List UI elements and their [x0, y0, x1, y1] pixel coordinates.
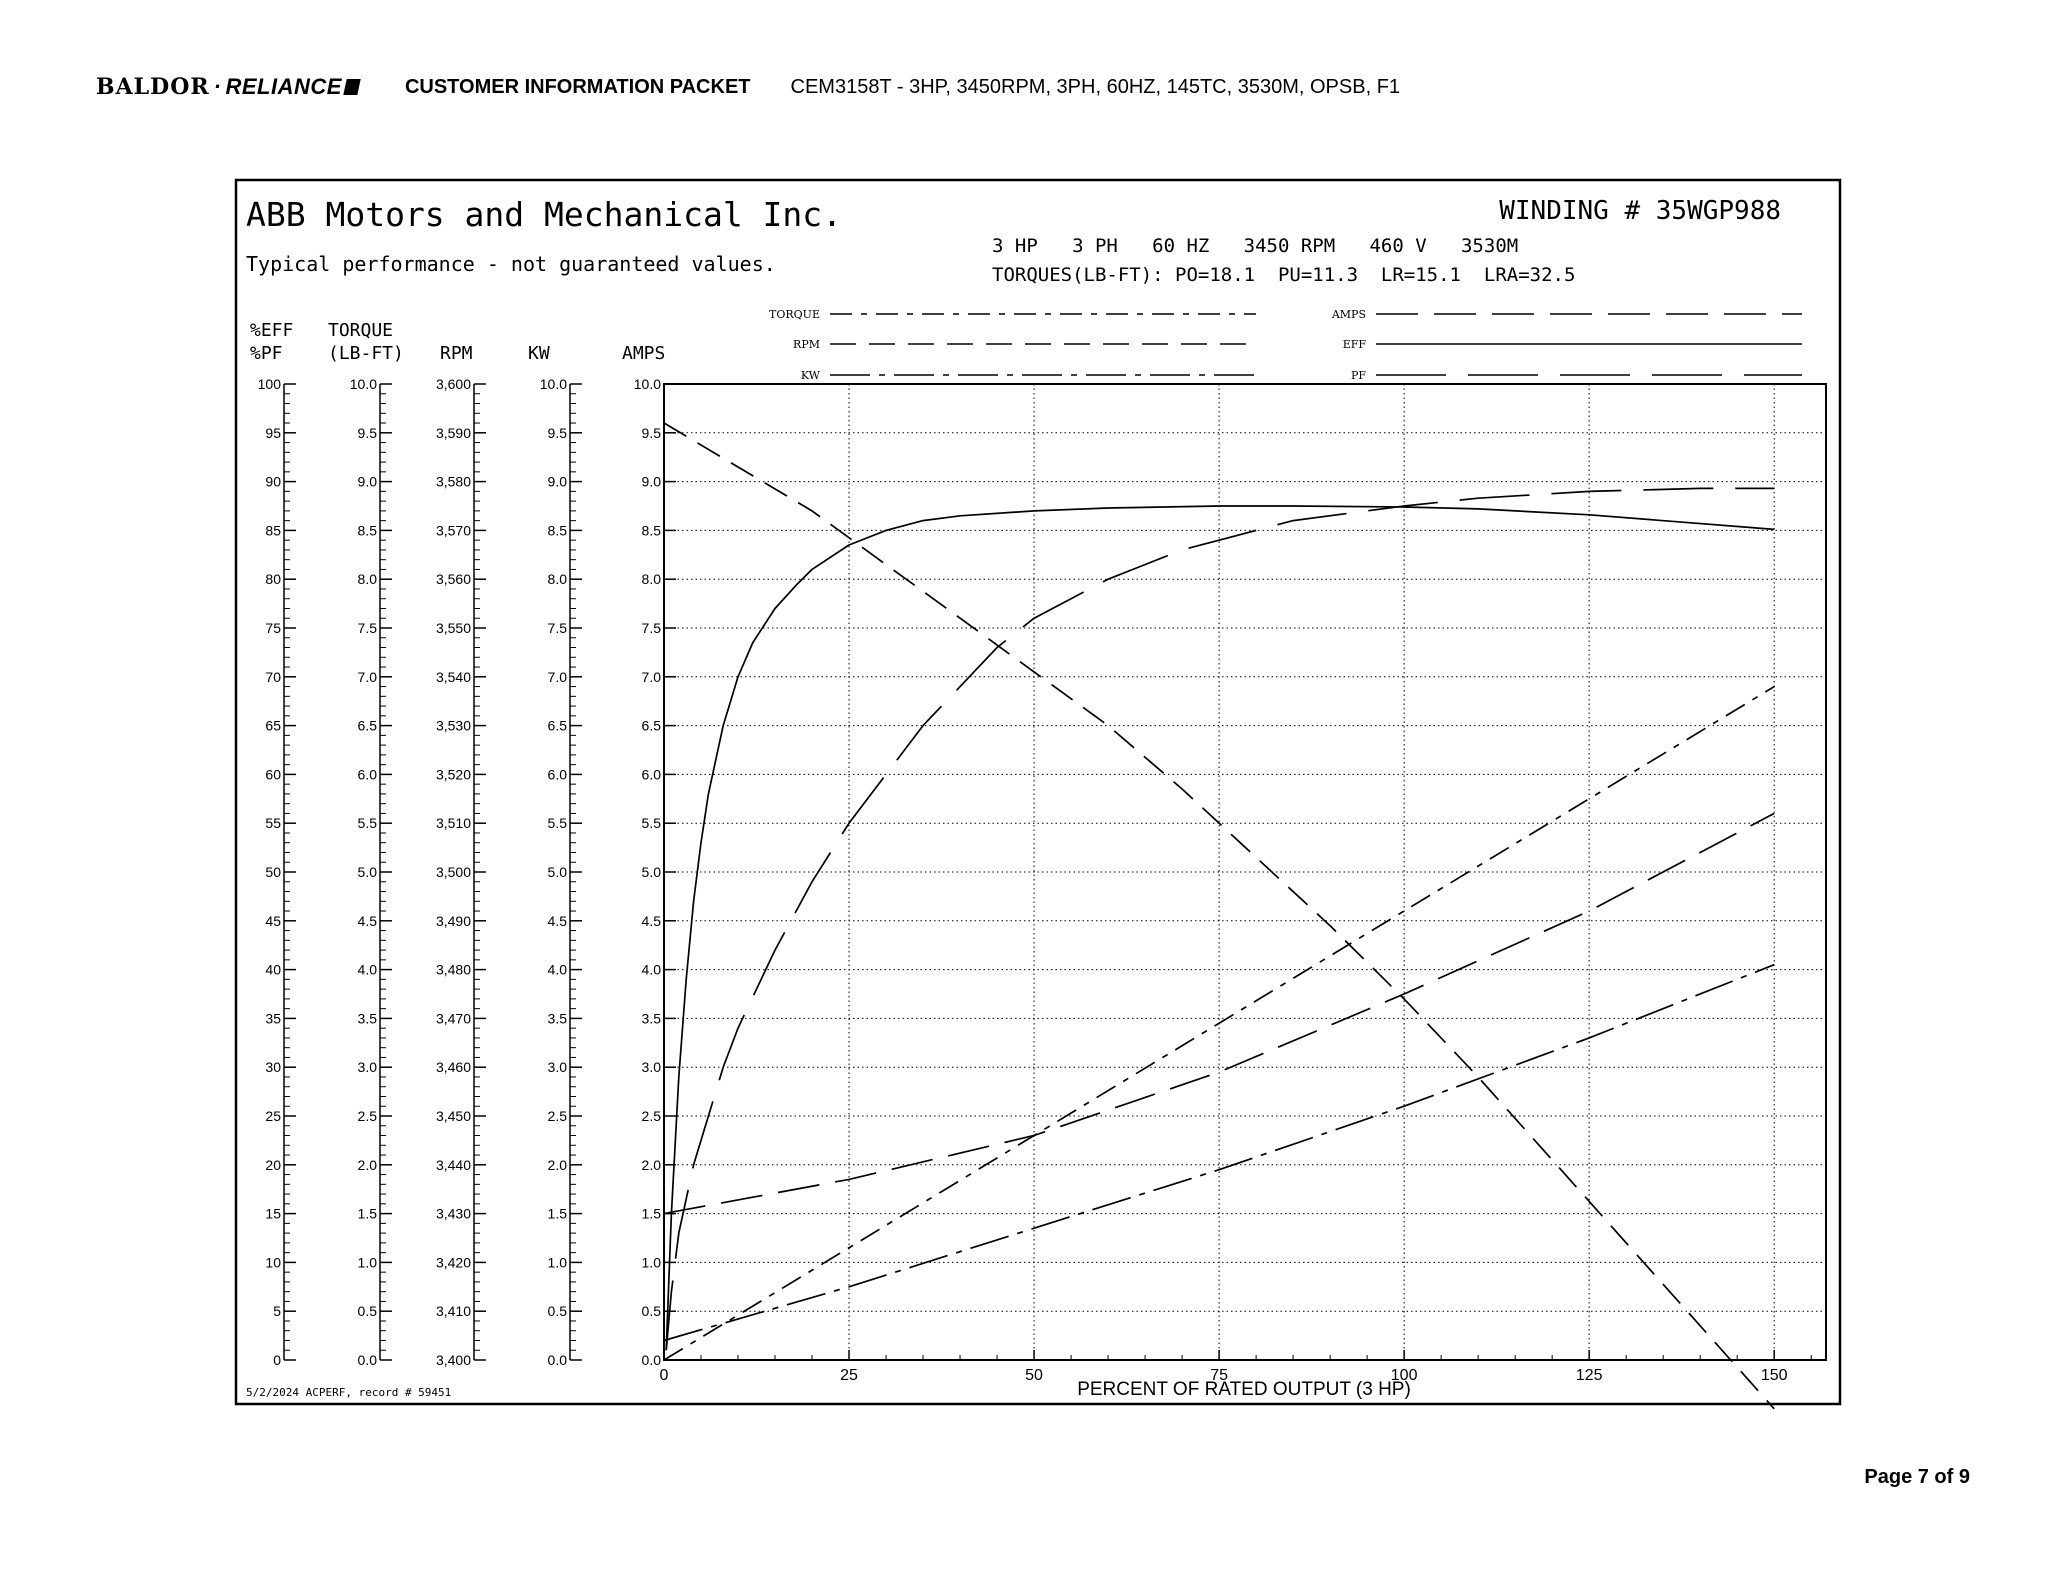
y-tick-label: 2.0 — [641, 1156, 661, 1173]
y-tick-label: 60 — [265, 766, 281, 783]
y-tick-label: 3,410 — [435, 1303, 471, 1320]
y-tick-label: 6.0 — [357, 766, 377, 783]
y-tick-label: 80 — [265, 571, 281, 588]
y-tick-label: 9.5 — [357, 424, 377, 441]
y-tick-label: 5.0 — [357, 864, 377, 880]
record-stamp: 5/2/2024 ACPERF, record # 59451 — [246, 1386, 452, 1399]
y-tick-label: 7.5 — [547, 620, 567, 636]
x-tick-label: 100 — [1390, 1367, 1418, 1384]
y-tick-label: 9.5 — [547, 424, 567, 441]
y-tick-label: 4.0 — [357, 961, 377, 978]
y-tick-label: 6.5 — [547, 717, 567, 734]
y-tick-label: 2.0 — [547, 1156, 567, 1173]
y-tick-label: 8.0 — [357, 571, 377, 588]
x-tick-label: 25 — [840, 1367, 858, 1384]
y-tick-label: 1.0 — [641, 1254, 661, 1271]
legend-label: AMPS — [1331, 308, 1366, 321]
y-tick-label: 0.5 — [357, 1303, 377, 1320]
y-tick-label: 5.5 — [641, 815, 661, 832]
legend-label: EFF — [1342, 338, 1366, 351]
y-tick-label: 25 — [265, 1108, 281, 1124]
y-tick-label: 65 — [265, 717, 281, 734]
y-tick-label: 3,460 — [435, 1059, 471, 1076]
y-tick-label: 35 — [265, 1010, 281, 1027]
y-tick-label: 95 — [265, 424, 281, 441]
y-tick-label: 0.5 — [641, 1303, 661, 1320]
legend-label: RPM — [793, 338, 820, 351]
y-tick-label: 3.5 — [641, 1010, 661, 1027]
legend-label: KW — [800, 369, 820, 382]
torque-values: TORQUES(LB-FT): PO=18.1 PU=11.3 LR=15.1 LRA=32.5 — [992, 264, 1576, 286]
y-tick-label: 70 — [265, 668, 281, 685]
y-axis-header: TORQUE — [328, 320, 394, 341]
y-tick-label: 2.5 — [641, 1108, 661, 1124]
y-tick-label: 10.0 — [633, 376, 661, 392]
y-tick-label: 9.0 — [641, 473, 661, 490]
y-axis-header: %PF — [250, 343, 283, 364]
y-tick-label: 3.0 — [641, 1059, 661, 1076]
page-number: Page 7 of 9 — [1864, 1466, 1970, 1488]
brand-separator: · — [213, 74, 222, 99]
y-tick-label: 3,560 — [435, 571, 471, 588]
y-tick-label: 3.5 — [547, 1010, 567, 1027]
legend-label: PF — [1350, 369, 1366, 382]
y-tick-label: 3,550 — [435, 620, 471, 636]
y-tick-label: 0.5 — [547, 1303, 567, 1320]
y-tick-label: 1.5 — [357, 1205, 377, 1222]
y-tick-label: 0 — [273, 1352, 281, 1368]
y-tick-label: 0.0 — [547, 1352, 567, 1368]
y-tick-label: 6.5 — [357, 717, 377, 734]
y-tick-label: 3,450 — [435, 1108, 471, 1124]
y-tick-label: 15 — [265, 1205, 281, 1222]
y-tick-label: 1.5 — [547, 1205, 567, 1222]
y-tick-label: 7.5 — [357, 620, 377, 636]
y-tick-label: 8.5 — [641, 522, 661, 539]
brand-reliance: RELIANCE — [225, 74, 342, 99]
y-tick-label: 9.0 — [547, 473, 567, 490]
x-tick-label: 75 — [1210, 1367, 1228, 1384]
y-tick-label: 3,480 — [435, 961, 471, 978]
y-tick-label: 75 — [265, 620, 281, 636]
y-tick-label: 2.5 — [547, 1108, 567, 1124]
y-axis-header: RPM — [440, 343, 473, 364]
y-tick-label: 3.5 — [357, 1010, 377, 1027]
y-axis-header: (LB-FT) — [328, 343, 404, 364]
y-tick-label: 3,440 — [435, 1156, 471, 1173]
chart-subtitle: Typical performance - not guaranteed values. — [246, 252, 776, 276]
y-tick-label: 3,420 — [435, 1254, 471, 1271]
y-tick-label: 3,600 — [435, 376, 471, 392]
y-tick-label: 3,470 — [435, 1010, 471, 1027]
y-tick-label: 6.0 — [547, 766, 567, 783]
y-tick-label: 0.0 — [357, 1352, 377, 1368]
y-tick-label: 3,520 — [435, 766, 471, 783]
y-tick-label: 10 — [265, 1254, 281, 1271]
winding-number: WINDING # 35WGP988 — [1499, 196, 1781, 226]
chart-title: ABB Motors and Mechanical Inc. — [246, 195, 843, 234]
y-tick-label: 20 — [265, 1156, 281, 1173]
y-tick-label: 0.0 — [641, 1352, 661, 1368]
y-tick-label: 55 — [265, 815, 281, 832]
y-tick-label: 8.0 — [547, 571, 567, 588]
y-tick-label: 10.0 — [539, 376, 567, 392]
y-tick-label: 3,430 — [435, 1205, 471, 1222]
motor-specs: 3 HP 3 PH 60 HZ 3450 RPM 460 V 3530M — [992, 235, 1519, 257]
y-tick-label: 50 — [265, 864, 281, 880]
y-tick-label: 4.5 — [547, 912, 567, 929]
y-tick-label: 3,510 — [435, 815, 471, 832]
y-tick-label: 45 — [265, 912, 281, 929]
y-tick-label: 85 — [265, 522, 281, 539]
y-tick-label: 10.0 — [349, 376, 377, 392]
y-tick-label: 3,590 — [435, 424, 471, 441]
y-tick-label: 4.5 — [641, 912, 661, 929]
y-tick-label: 3,490 — [435, 912, 471, 929]
y-tick-label: 5.5 — [357, 815, 377, 832]
y-tick-label: 2.0 — [357, 1156, 377, 1173]
y-tick-label: 3,540 — [435, 668, 471, 685]
x-tick-label: 125 — [1575, 1367, 1603, 1384]
x-tick-label: 150 — [1760, 1367, 1788, 1384]
y-tick-label: 4.0 — [547, 961, 567, 978]
brand-baldor: BALDOR — [96, 74, 210, 100]
x-tick-label: 50 — [1025, 1367, 1043, 1384]
packet-label: CUSTOMER INFORMATION PACKET — [404, 75, 751, 98]
y-tick-label: 3,500 — [435, 864, 471, 880]
x-tick-label: 0 — [659, 1367, 669, 1384]
y-tick-label: 4.0 — [641, 961, 661, 978]
y-tick-label: 6.0 — [641, 766, 661, 783]
y-tick-label: 5.5 — [547, 815, 567, 832]
y-tick-label: 8.5 — [357, 522, 377, 539]
y-tick-label: 30 — [265, 1059, 281, 1076]
y-tick-label: 3,580 — [435, 473, 471, 490]
y-tick-label: 3.0 — [547, 1059, 567, 1076]
y-tick-label: 5 — [273, 1303, 281, 1320]
x-axis-label: PERCENT OF RATED OUTPUT (3 HP) — [1077, 1379, 1411, 1400]
y-tick-label: 1.0 — [547, 1254, 567, 1271]
y-tick-label: 7.0 — [357, 668, 377, 685]
y-tick-label: 7.0 — [547, 668, 567, 685]
y-tick-label: 90 — [265, 473, 281, 490]
y-axis-header: %EFF — [250, 320, 294, 341]
y-tick-label: 40 — [265, 961, 281, 978]
y-axis-header: AMPS — [622, 343, 666, 364]
model-line: CEM3158T - 3HP, 3450RPM, 3PH, 60HZ, 145TC, 3530M, OPSB, F1 — [790, 75, 1401, 98]
y-tick-label: 1.5 — [641, 1205, 661, 1222]
y-tick-label: 4.5 — [357, 912, 377, 929]
y-tick-label: 9.5 — [641, 424, 661, 441]
y-tick-label: 1.0 — [357, 1254, 377, 1271]
y-tick-label: 5.0 — [641, 864, 661, 880]
y-tick-label: 7.0 — [641, 668, 661, 685]
y-tick-label: 3.0 — [357, 1059, 377, 1076]
y-tick-label: 100 — [257, 376, 281, 392]
y-tick-label: 6.5 — [641, 717, 661, 734]
y-tick-label: 9.0 — [357, 473, 377, 490]
y-tick-label: 8.5 — [547, 522, 567, 539]
y-tick-label: 8.0 — [641, 571, 661, 588]
y-tick-label: 2.5 — [357, 1108, 377, 1124]
y-axis-header: KW — [528, 343, 550, 364]
legend-label: TORQUE — [769, 308, 820, 321]
y-tick-label: 3,530 — [435, 717, 471, 734]
y-tick-label: 5.0 — [547, 864, 567, 880]
y-tick-label: 3,400 — [435, 1352, 471, 1368]
y-tick-label: 7.5 — [641, 620, 661, 636]
y-tick-label: 3,570 — [435, 522, 471, 539]
